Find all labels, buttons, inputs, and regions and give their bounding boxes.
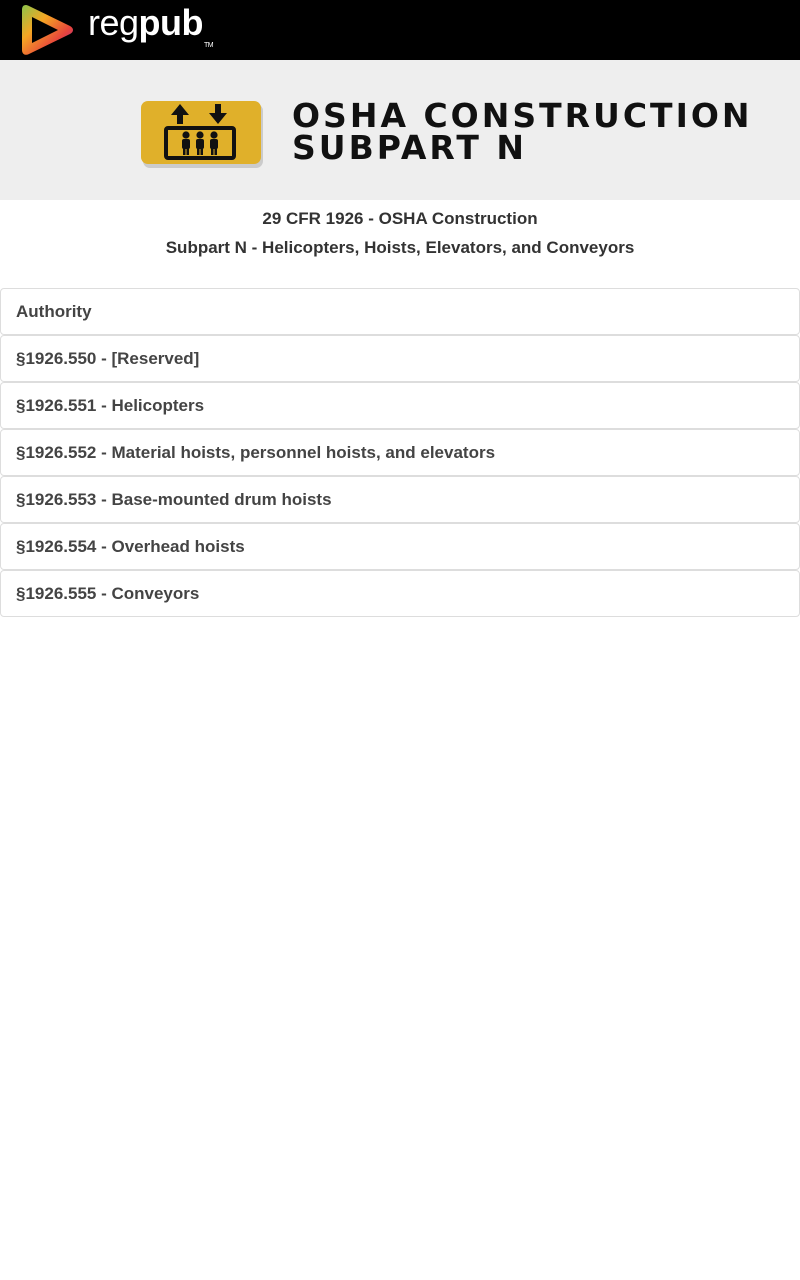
- section-item-1926-554[interactable]: §1926.554 - Overhead hoists: [0, 523, 800, 570]
- banner-title: [292, 96, 753, 167]
- logo-wordmark: [88, 0, 213, 64]
- page-subtitle: Subpart N - Helicopters, Hoists, Elevators, and Conveyors: [165, 238, 635, 257]
- section-item-authority[interactable]: Authority: [0, 288, 800, 335]
- banner-title-line1: OSHA CONSTRUCTION: [292, 96, 753, 135]
- section-item-1926-553[interactable]: §1926.553 - Base-mounted drum hoists: [0, 476, 800, 523]
- play-logo-icon: [20, 1, 76, 59]
- logo-pub: pub: [138, 1, 204, 43]
- section-item-1926-552[interactable]: §1926.552 - Material hoists, personnel hoists, and elevators: [0, 429, 800, 476]
- section-list: [0, 288, 800, 617]
- page-title: 29 CFR 1926 - OSHA Construction: [262, 209, 538, 228]
- logo-reg: reg: [88, 1, 139, 43]
- section-item-1926-551[interactable]: §1926.551 - Helicopters: [0, 382, 800, 429]
- logo-trademark: TM: [204, 41, 214, 49]
- page-heading: [0, 204, 800, 262]
- subpart-banner: [0, 60, 800, 200]
- banner-title-line2: SUBPART N: [292, 128, 527, 167]
- elevator-icon: [140, 100, 264, 168]
- section-item-1926-550[interactable]: §1926.550 - [Reserved]: [0, 335, 800, 382]
- section-item-1926-555[interactable]: §1926.555 - Conveyors: [0, 570, 800, 617]
- regpub-logo[interactable]: [20, 0, 213, 60]
- top-bar: [0, 0, 800, 60]
